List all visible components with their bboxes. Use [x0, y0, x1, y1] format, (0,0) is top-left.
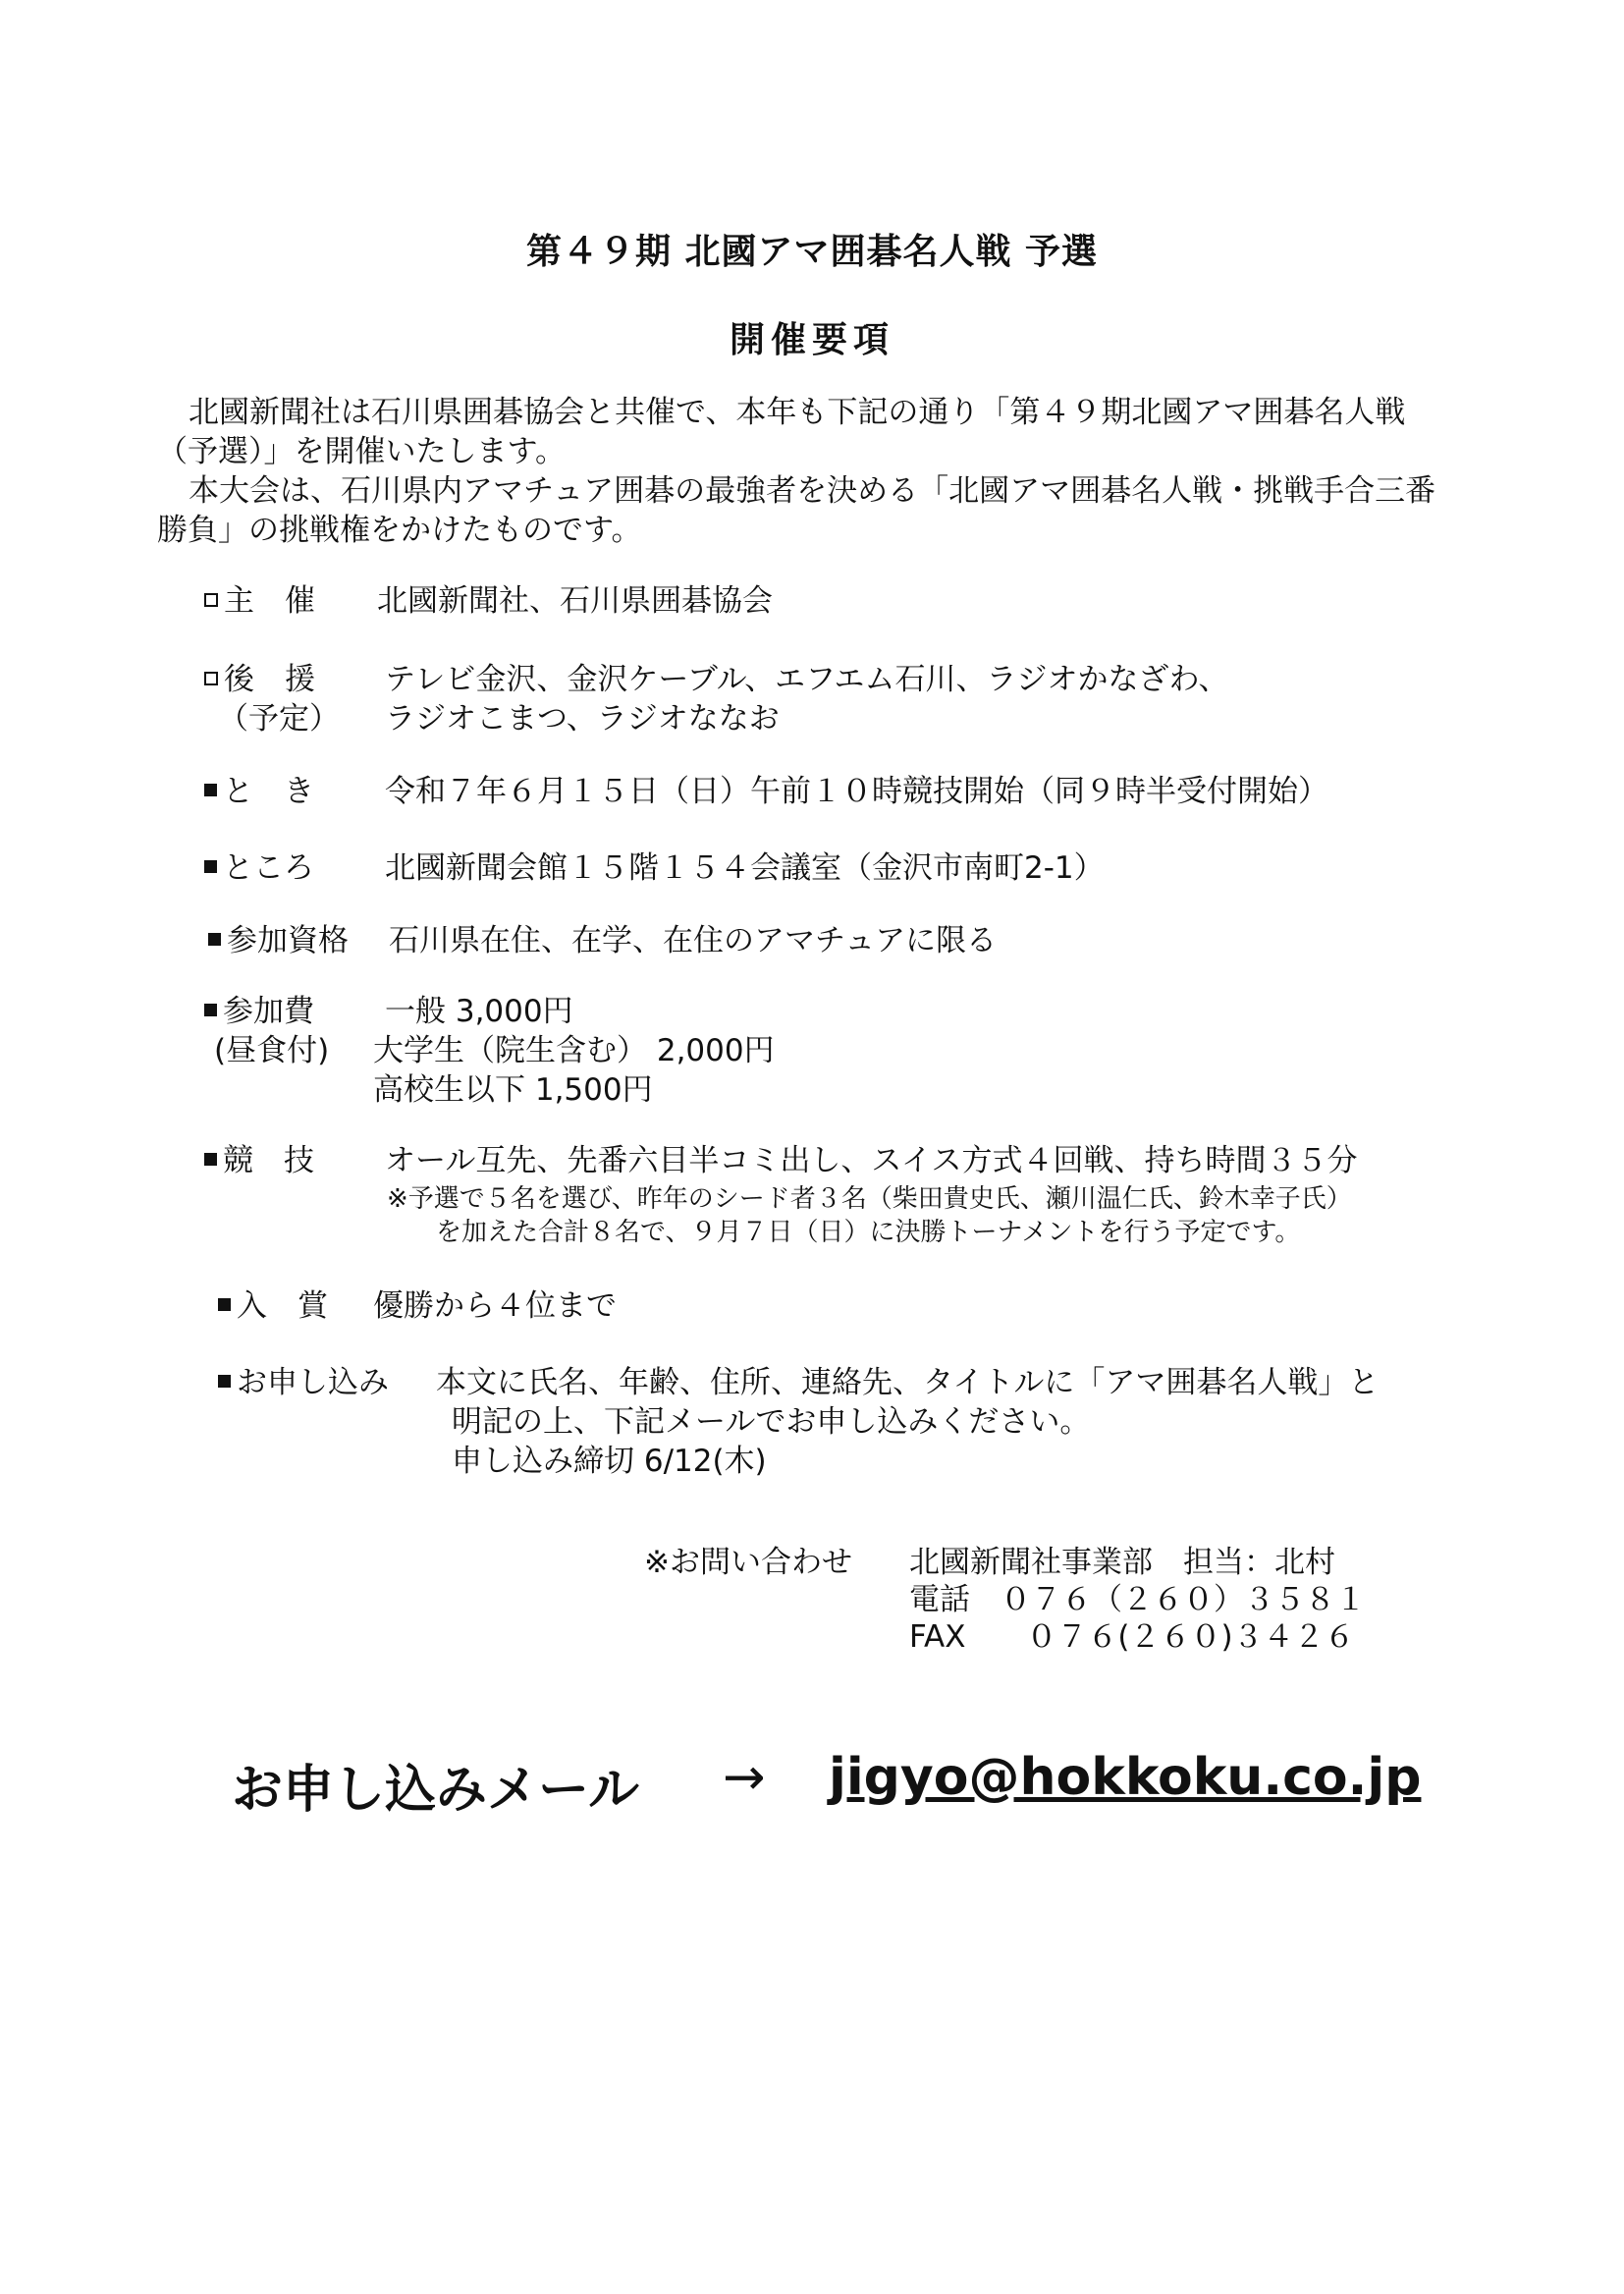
competition-value: オール互先、先番六目半コミ出し、スイス方式４回戦、持ち時間３５分 — [385, 1143, 1358, 1178]
mail-label: お申し込みメール — [232, 1761, 639, 1820]
support-label: 後 援 — [204, 660, 315, 699]
application-line-2: 明記の上、下記メールでお申し込みください。 — [452, 1404, 1091, 1440]
fee-label-sub: (昼食付) — [214, 1033, 330, 1068]
filled-square-icon — [204, 1153, 217, 1166]
filled-square-icon — [204, 1004, 217, 1016]
page-subtitle: 開催要項 — [729, 320, 894, 360]
application-label: お申し込み — [218, 1363, 389, 1402]
support-line-2: ラジオこまつ、ラジオななお — [385, 701, 780, 737]
support-line-1: テレビ金沢、金沢ケーブル、エフエム石川、ラジオかなざわ、 — [385, 662, 1229, 697]
arrow-right-icon: → — [723, 1748, 766, 1807]
contact-label: ※お問い合わせ — [644, 1545, 852, 1580]
contact-phone: 電話 ０７６（２６０）３５８１ — [909, 1582, 1366, 1617]
filled-square-icon — [208, 933, 221, 946]
competition-note-2: を加えた合計８名で、９月７日（日）に決勝トーナメントを行う予定です。 — [436, 1218, 1301, 1247]
fee-line-2: 大学生（院生含む） 2,000円 — [373, 1033, 775, 1068]
organizer-value: 北國新聞社、石川県囲碁協会 — [377, 583, 773, 619]
competition-label: 競 技 — [204, 1141, 314, 1180]
fee-line-3: 高校生以下 1,500円 — [373, 1072, 653, 1108]
date-value: 令和７年６月１５日（日）午前１０時競技開始（同９時半受付開始） — [385, 774, 1328, 809]
fee-label: 参加費 — [204, 992, 314, 1031]
filled-square-icon — [218, 1298, 231, 1311]
intro-paragraph-1: 北國新聞社は石川県囲碁協会と共催で、本年も下記の通り「第４９期北國アマ囲碁名人戦（予選）」を開催いたします。 — [157, 395, 1406, 469]
page-title: 第４９期 北國アマ囲碁名人戦 予選 — [525, 232, 1099, 272]
intro-text — [157, 393, 1463, 550]
email-address-link[interactable]: jigyo@hokkoku.co.jp — [829, 1748, 1422, 1807]
support-label-sub: （予定） — [218, 701, 340, 737]
application-line-1: 本文に氏名、年齢、住所、連絡先、タイトルに「アマ囲碁名人戦」と — [436, 1365, 1380, 1400]
eligibility-label: 参加資格 — [208, 921, 349, 960]
contact-department: 北國新聞社事業部 担当：北村 — [909, 1545, 1335, 1580]
filled-square-icon — [218, 1375, 231, 1388]
application-deadline: 申し込み締切 6/12(木) — [452, 1444, 767, 1479]
prize-value: 優勝から４位まで — [373, 1288, 617, 1324]
open-square-icon — [204, 672, 218, 685]
date-label: と き — [204, 772, 314, 811]
contact-fax: FAX ０７６(２６０)３４２６ — [909, 1619, 1355, 1655]
eligibility-value: 石川県在住、在学、在住のアマチュアに限る — [389, 923, 998, 958]
prize-label: 入 賞 — [218, 1286, 328, 1326]
intro-paragraph-2: 本大会は、石川県内アマチュア囲碁の最強者を決める「北國アマ囲碁名人戦・挑戦手合三番勝負」の挑戦権をかけたものです。 — [157, 473, 1436, 548]
filled-square-icon — [204, 784, 217, 796]
competition-note-1: ※予選で５名を選び、昨年のシード者３名（柴田貴史氏、瀬川温仁氏、鈴木幸子氏） — [387, 1184, 1352, 1214]
venue-value: 北國新聞会館１５階１５４会議室（金沢市南町2-1） — [385, 850, 1105, 886]
open-square-icon — [204, 593, 218, 607]
venue-label: ところ — [204, 848, 314, 888]
organizer-label: 主 催 — [204, 581, 315, 621]
fee-line-1: 一般 3,000円 — [385, 994, 573, 1029]
filled-square-icon — [204, 860, 217, 873]
